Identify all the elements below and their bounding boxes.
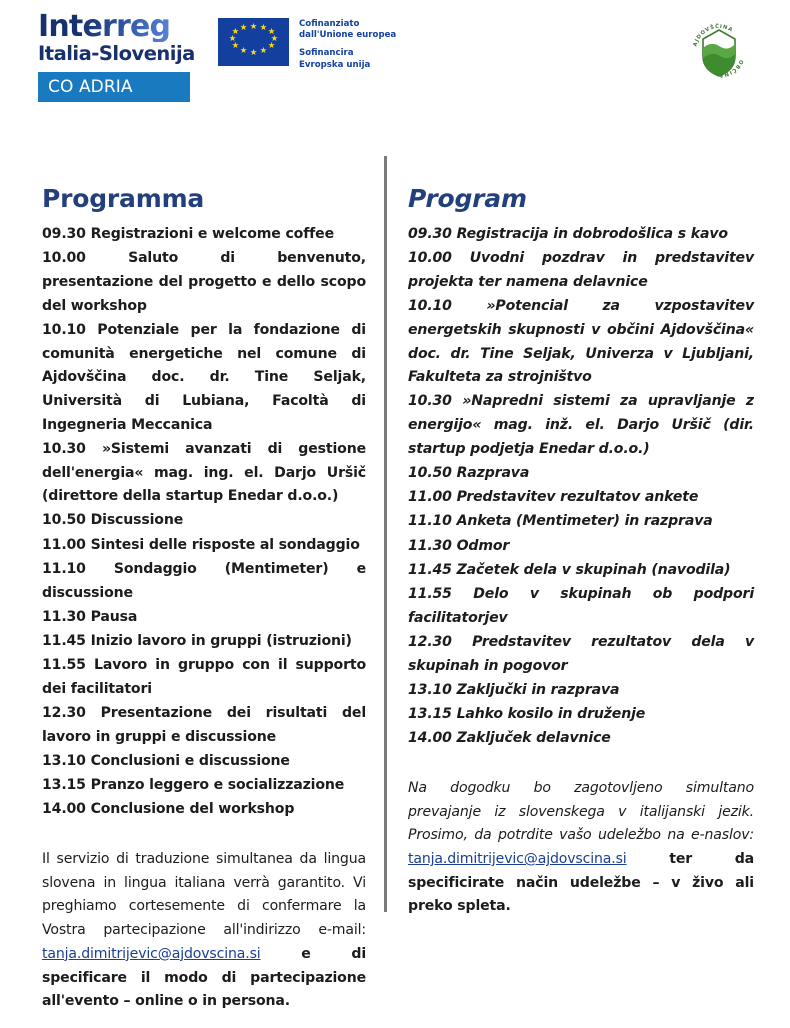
- agenda-item: 11.45 Inizio lavoro in gruppi (istruzioni): [42, 632, 352, 649]
- italian-column-title: Programma: [42, 184, 205, 213]
- ajdovscina-coat-of-arms-icon: [688, 18, 750, 86]
- bilingual-columns: [0, 184, 790, 1028]
- italian-footnote: [42, 848, 366, 1014]
- logo-row: [0, 9, 790, 102]
- agenda-item: 11.55 Lavoro in gruppo con il supporto dei facilitatori: [42, 657, 366, 697]
- agenda-item: 12.30 Predstavitev rezultatov dela v skupinah in pogovor: [408, 633, 754, 674]
- agenda-item: 10.50 Razprava: [408, 465, 530, 482]
- eu-emblem: [218, 18, 396, 71]
- agenda-item: 13.10 Conclusioni e discussione: [42, 752, 290, 769]
- agenda-item: 13.15 Lahko kosilo in druženje: [408, 706, 646, 723]
- agenda-item: 11.00 Predstavitev rezultatov ankete: [408, 489, 699, 506]
- italian-column: [0, 184, 380, 1028]
- crest-ring-text-lower: OBČINA: [718, 58, 745, 79]
- agenda-item: 10.30 »Napredni sistemi za upravljanje z energijo« mag. inž. el. Darjo Uršič (dir. startup podjetja Enedar d.o.o.): [408, 393, 754, 457]
- interreg-region-label: Italia-Slovenija: [38, 42, 195, 65]
- agenda-item: 11.00 Sintesi delle risposte al sondaggio: [42, 536, 360, 553]
- interreg-wordmark: Interreg: [38, 12, 190, 42]
- agenda-item: 09.30 Registrazioni e welcome coffee: [42, 226, 334, 242]
- eu-text-line-it-1: Cofinanziato: [299, 19, 360, 29]
- agenda-item: 11.30 Pausa: [42, 608, 138, 625]
- eu-flag-icon: ★ ★ ★ ★ ★ ★ ★ ★ ★ ★ ★ ★: [218, 18, 289, 66]
- programme-band-label: CO ADRIA: [38, 72, 190, 102]
- agenda-item: 10.50 Discussione: [42, 512, 184, 529]
- agenda-item: 11.55 Delo v skupinah ob podpori facilitatorjev: [408, 586, 754, 626]
- eu-text-line-sl-1: Sofinancira: [299, 48, 354, 59]
- agenda-item: 11.10 Anketa (Mentimeter) in razprava: [408, 513, 713, 530]
- slovenian-column: [380, 184, 790, 1028]
- interreg-logo: [38, 9, 195, 102]
- slovenian-footnote-tail: ter da specificirate način udeležbe – v živo ali preko spleta.: [408, 851, 754, 915]
- slovenian-agenda-list: [408, 223, 754, 751]
- agenda-item: 10.10 Potenziale per la fondazione di comunità energetiche nel comune di Ajdovščina doc. dr. Tine Seljak, Università di Lubiana, Facoltà di Ingegneria Meccanica: [42, 321, 366, 433]
- column-divider: [384, 156, 387, 912]
- programme-content: [0, 132, 790, 1028]
- italian-agenda-list: [42, 223, 366, 822]
- agenda-item: 13.10 Zaključki in razprava: [408, 681, 620, 698]
- agenda-item: 11.30 Odmor: [408, 537, 510, 554]
- crest-ring-text: AJDOVŠČINA: [692, 23, 735, 48]
- eu-emblem-text: [299, 18, 396, 71]
- document-header: [0, 0, 790, 132]
- slovenian-footnote-lead: Na dogodku bo zagotovljeno simultano prevajanje iz slovenskega v italijanski jezik. Prosimo, da potrdite vašo udeležbo na e-naslov:: [408, 779, 754, 844]
- agenda-item: 14.00 Zaključek delavnice: [408, 730, 611, 747]
- slovenian-column-title: Program: [408, 184, 527, 213]
- contact-email-link[interactable]: tanja.dimitrijevic@ajdovscina.si: [42, 945, 261, 962]
- agenda-item: 12.30 Presentazione dei risultati del lavoro in gruppi e discussione: [42, 705, 366, 745]
- italian-footnote-lead: Il servizio di traduzione simultanea da lingua slovena in lingua italiana verrà garantito. Vi preghiamo cortesemente di confermare la Vostra partecipazione all'indirizzo e-mail:: [42, 851, 366, 939]
- eu-text-line-it-2: dall'Unione europea: [299, 30, 397, 41]
- eu-text-line-sl-2: Evropska unija: [299, 59, 371, 70]
- agenda-item: 13.15 Pranzo leggero e socializzazione: [42, 777, 345, 794]
- agenda-item: 11.45 Začetek dela v skupinah (navodila): [408, 561, 731, 578]
- slovenian-footnote: [408, 777, 754, 919]
- agenda-item: 10.10 »Potencial za vzpostavitev energetskih skupnosti v občini Ajdovščina« doc. dr. Tine Seljak, Univerza v Ljubljani, Fakulteta za strojništvo: [408, 298, 754, 386]
- agenda-item: 09.30 Registracija in dobrodošlica s kavo: [408, 226, 728, 242]
- contact-email-link[interactable]: tanja.dimitrijevic@ajdovscina.si: [408, 851, 627, 868]
- agenda-item: 11.10 Sondaggio (Mentimeter) e discussione: [42, 560, 366, 601]
- agenda-item: 10.00 Saluto di benvenuto, presentazione del progetto e dello scopo del workshop: [42, 250, 366, 314]
- italian-footnote-tail: e di specificare il modo di partecipazione all'evento – online o in persona.: [42, 945, 366, 1010]
- agenda-item: 10.30 »Sistemi avanzati di gestione dell'energia« mag. ing. el. Darjo Uršič (direttore della startup Enedar d.o.o.): [42, 440, 366, 505]
- agenda-item: 10.00 Uvodni pozdrav in predstavitev projekta ter namena delavnice: [408, 250, 754, 290]
- agenda-item: 14.00 Conclusione del workshop: [42, 801, 295, 818]
